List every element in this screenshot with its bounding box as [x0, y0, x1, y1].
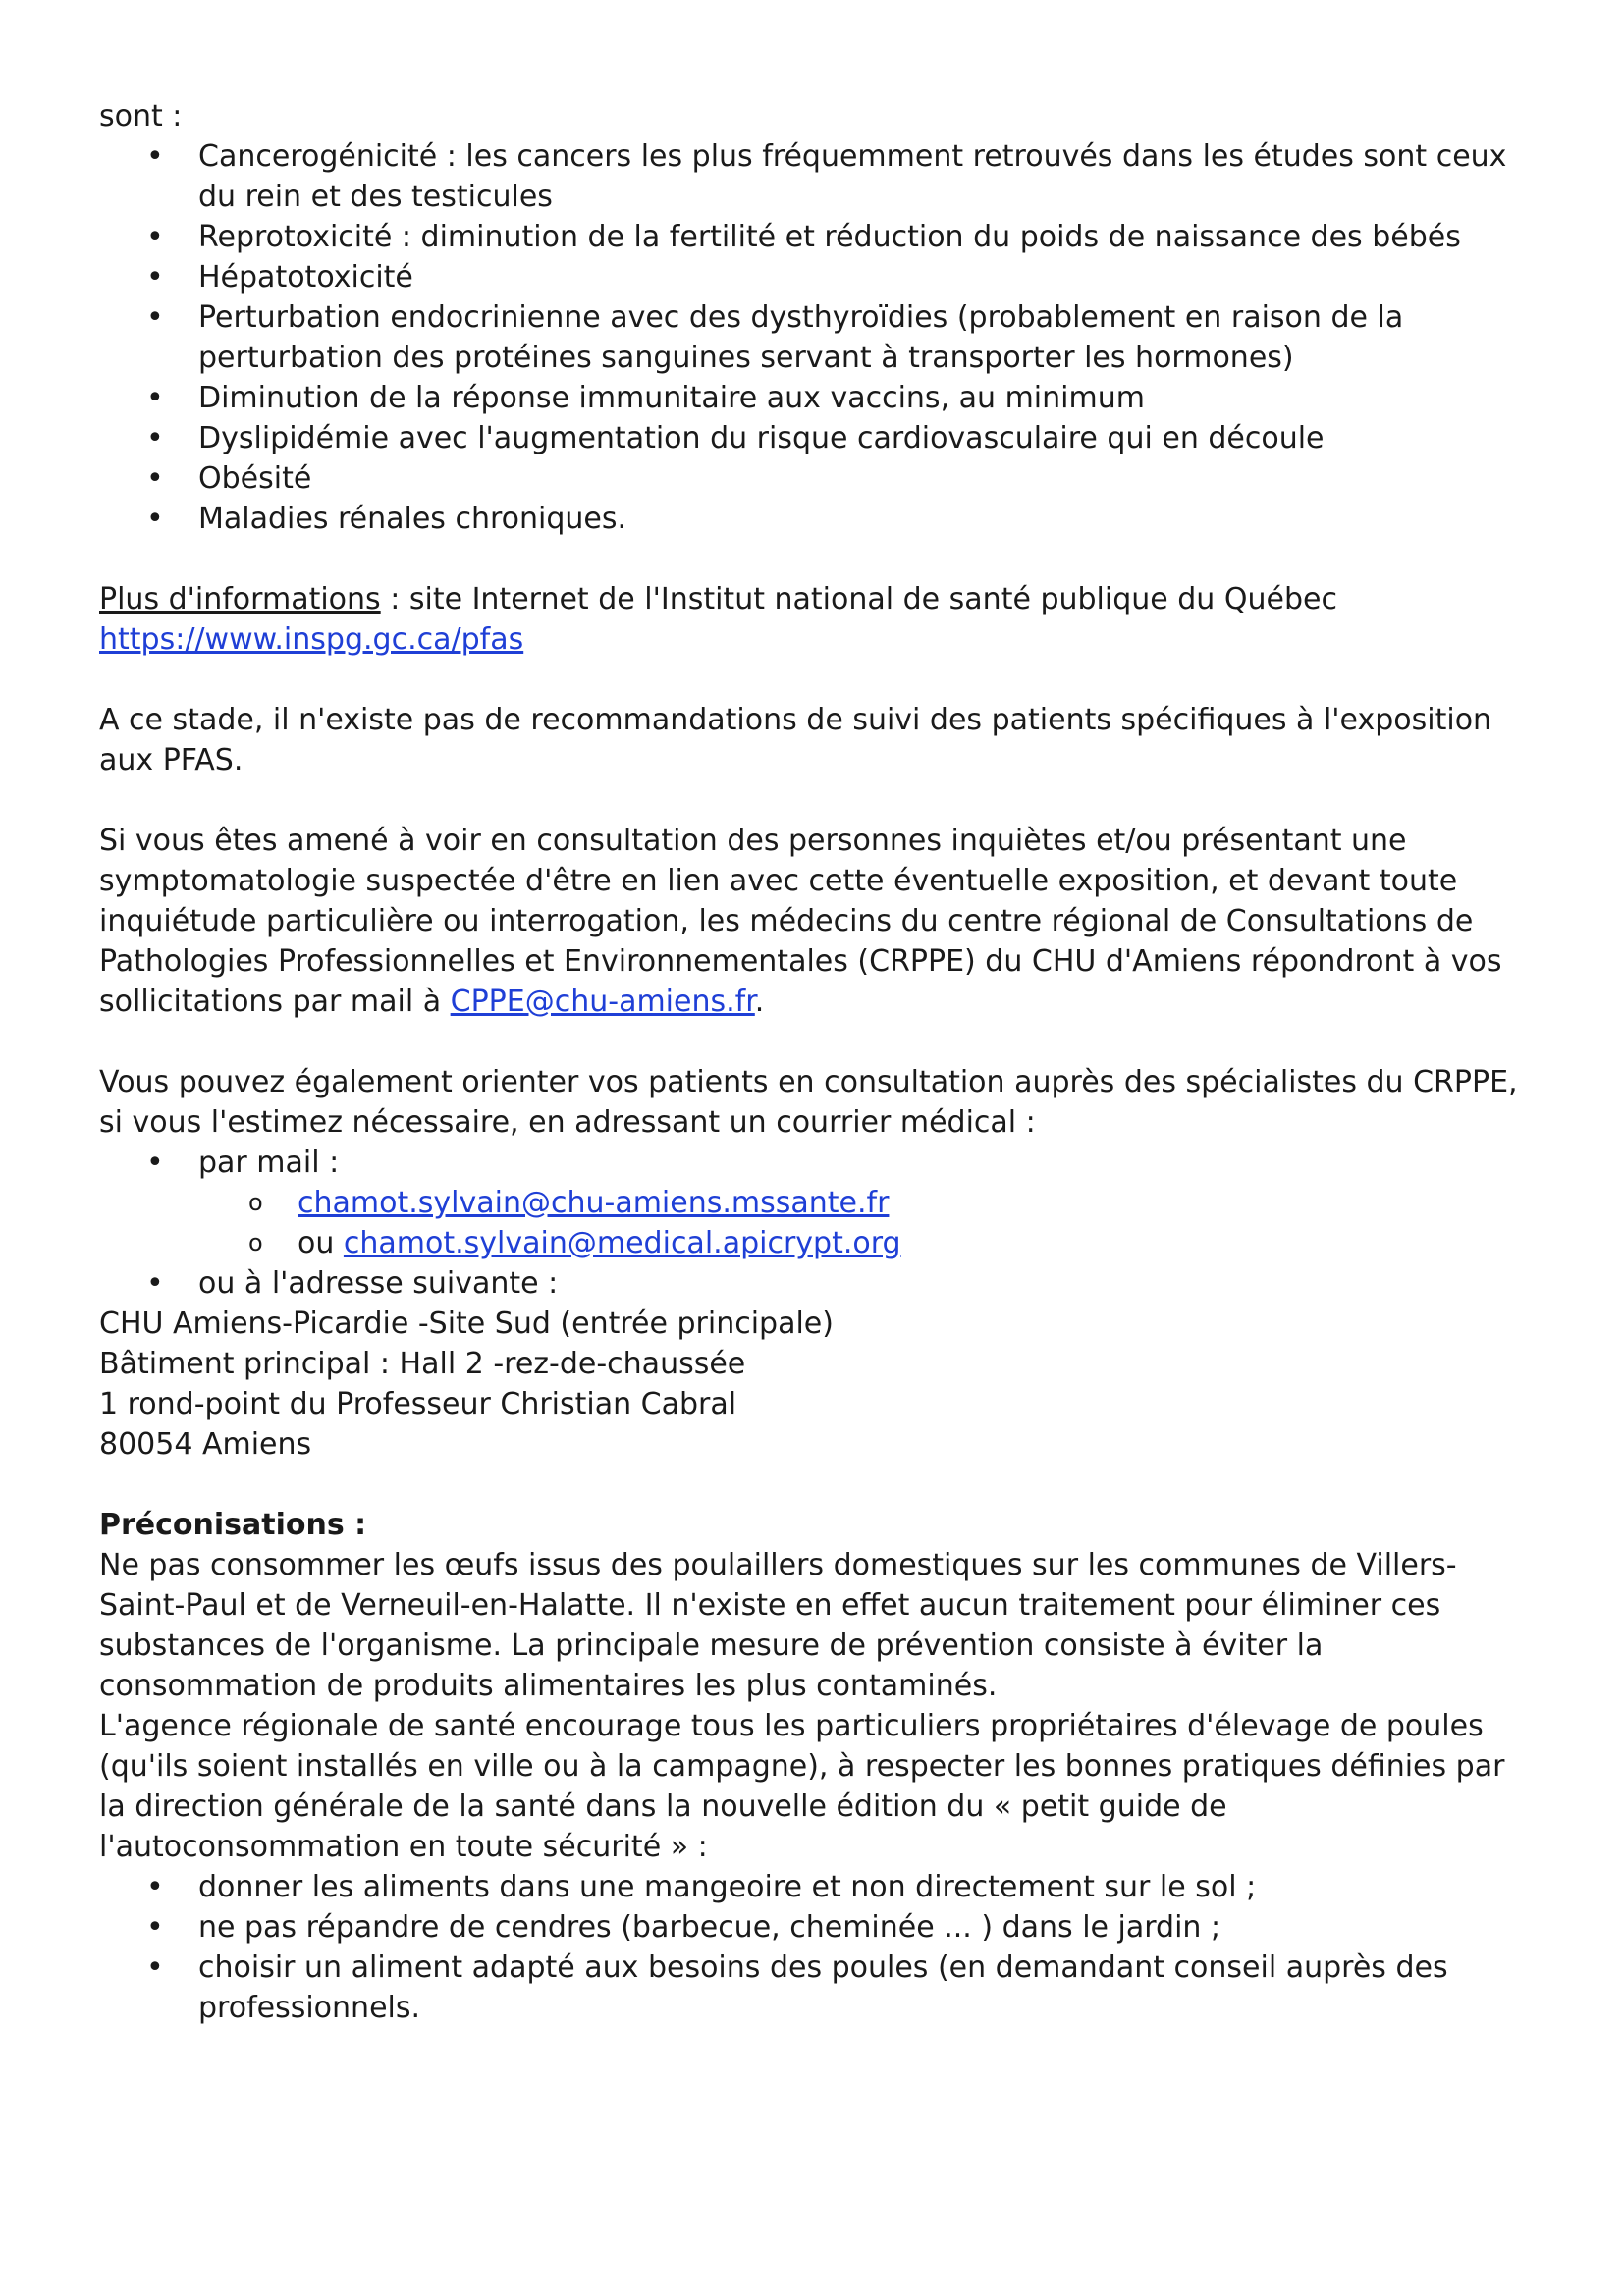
- sublist-item: [99, 1183, 1536, 1223]
- list-item-by-mail: [99, 1143, 1536, 1183]
- email-sublist: [99, 1183, 1536, 1263]
- referral-paragraph: Vous pouvez également orienter vos patients en consultation auprès des spécialistes du CRPPE, si vous l'estimez nécessaire, en adressant un courrier médical :: [99, 1065, 1518, 1140]
- list-item: • Dyslipidémie avec l'augmentation du risque cardiovasculaire qui en découle: [99, 418, 1536, 458]
- no-recommendation-paragraph: A ce stade, il n'existe pas de recommandations de suivi des patients spécifiques à l'exposition aux PFAS.: [99, 703, 1492, 777]
- list-item-by-address: • ou à l'adresse suivante :: [99, 1263, 1536, 1304]
- referral-list: [99, 1143, 1536, 1183]
- referral-list-continued: [99, 1263, 1536, 1304]
- email-link-apicrypt[interactable]: chamot.sylvain@medical.apicrypt.org: [343, 1226, 901, 1260]
- by-mail-label: par mail :: [198, 1146, 340, 1180]
- email-link-mssante[interactable]: chamot.sylvain@chu-amiens.mssante.fr: [298, 1186, 890, 1220]
- consultation-end: .: [754, 985, 765, 1019]
- address-line: 1 rond-point du Professeur Christian Cabral: [99, 1387, 737, 1421]
- list-item: • Diminution de la réponse immunitaire aux vaccins, au minimum: [99, 378, 1536, 418]
- list-item: • Reprotoxicité : diminution de la fertilité et réduction du poids de naissance des bébés: [99, 217, 1536, 257]
- recommendations-heading: Préconisations :: [99, 1508, 367, 1542]
- more-info-label: Plus d'informations: [99, 582, 381, 616]
- sublist-item: [99, 1223, 1536, 1263]
- more-info-url-line: [99, 619, 1536, 660]
- list-item: • Maladies rénales chroniques.: [99, 499, 1536, 539]
- address-line: Bâtiment principal : Hall 2 -rez-de-chaussée: [99, 1347, 746, 1381]
- health-effects-list: [99, 136, 1536, 539]
- list-item: • donner les aliments dans une mangeoire et non directement sur le sol ;: [99, 1867, 1536, 1907]
- intro-tail: sont :: [99, 99, 183, 133]
- inspq-link[interactable]: https://www.inspg.gc.ca/pfas: [99, 622, 524, 657]
- consultation-text: Si vous êtes amené à voir en consultation des personnes inquiètes et/ou présentant une symptomatologie suspectée d'être en lien avec cette éventuelle exposition, et devant toute inquiétude particulière ou interrogation, les médecins du centre régional de Consultations de Pathologies Professionnelles et Environnementales (CRPPE) du CHU d'Amiens répondront à vos sollicitations par mail à: [99, 824, 1502, 1019]
- more-info-line: [99, 579, 1536, 619]
- list-item: • Cancerogénicité : les cancers les plus fréquemment retrouvés dans les études sont ceux du rein et des testicules: [99, 136, 1536, 217]
- crppe-email-link[interactable]: CPPE@chu-amiens.fr: [450, 985, 755, 1019]
- address-line: 80054 Amiens: [99, 1427, 312, 1462]
- list-item: • choisir un aliment adapté aux besoins des poules (en demandant conseil auprès des professionnels.: [99, 1948, 1536, 2028]
- list-item: • Hépatotoxicité: [99, 257, 1536, 297]
- more-info-text: : site Internet de l'Institut national de santé publique du Québec: [380, 582, 1337, 616]
- recommendations-list: [99, 1867, 1536, 2028]
- list-item: • Perturbation endocrinienne avec des dysthyroïdies (probablement en raison de la perturbation des protéines sanguines servant à transporter les hormones): [99, 297, 1536, 378]
- recommendations-paragraph-2: L'agence régionale de santé encourage tous les particuliers propriétaires d'élevage de poules (qu'ils soient installés en ville ou à la campagne), à respecter les bonnes pratiques définies par la direction générale de la santé dans la nouvelle édition du « petit guide de l'autoconsommation en toute sécurité » :: [99, 1709, 1505, 1864]
- recommendations-paragraph-1: Ne pas consommer les œufs issus des poulaillers domestiques sur les communes de Villers-Saint-Paul et de Verneuil-en-Halatte. Il n'existe en effet aucun traitement pour éliminer ces substances de l'organisme. La principale mesure de prévention consiste à éviter la consommation de produits alimentaires les plus contaminés.: [99, 1548, 1457, 1703]
- address-line: CHU Amiens-Picardie -Site Sud (entrée principale): [99, 1307, 834, 1341]
- consultation-paragraph: [99, 821, 1536, 1022]
- list-item: • ne pas répandre de cendres (barbecue, cheminée ... ) dans le jardin ;: [99, 1907, 1536, 1948]
- list-item: • Obésité: [99, 458, 1536, 499]
- or-prefix: ou: [298, 1226, 344, 1260]
